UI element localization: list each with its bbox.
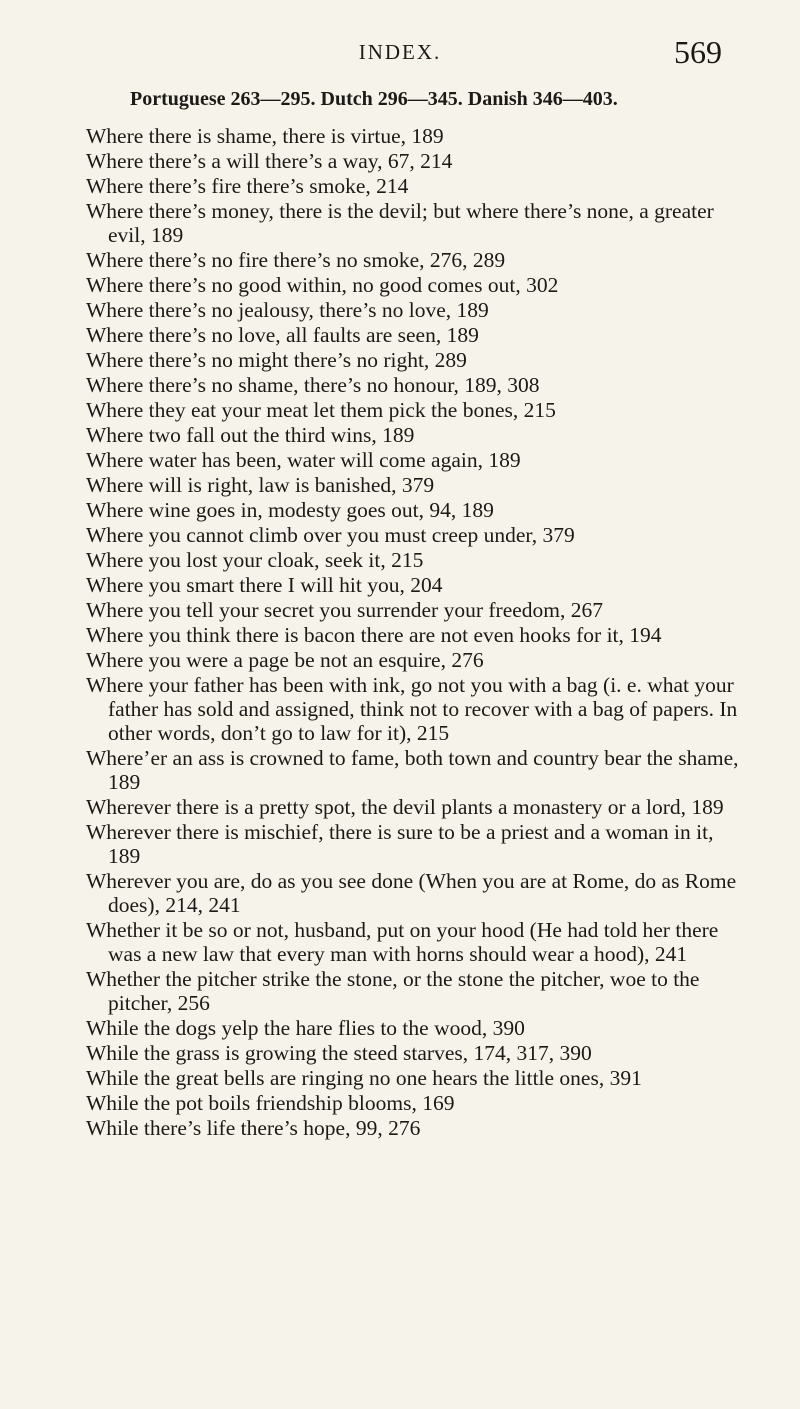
index-entry: Whether it be so or not, husband, put on your hood (He had told her there was a new law that every man with horns should wear a hood), 241	[86, 918, 719, 966]
index-entry: While the grass is growing the steed starves, 174, 317, 390	[86, 1041, 592, 1065]
index-entry: Where will is right, law is banished, 379	[86, 473, 435, 497]
index-entry: Where there’s no fire there’s no smoke, 276, 289	[86, 248, 506, 272]
index-entry: While the great bells are ringing no one hears the little ones, 391	[86, 1066, 642, 1090]
index-entry: Where they eat your meat let them pick the bones, 215	[86, 398, 556, 422]
index-entry: While the dogs yelp the hare flies to the wood, 390	[86, 1016, 525, 1040]
index-entry: Where there is shame, there is virtue, 189	[86, 124, 444, 148]
index-entry: Where water has been, water will come again, 189	[86, 448, 521, 472]
index-entry: Where you think there is bacon there are not even hooks for it, 194	[86, 623, 662, 647]
index-entry: Where there’s no might there’s no right, 289	[86, 348, 467, 372]
running-head: INDEX.	[358, 40, 442, 64]
index-entry: Where your father has been with ink, go not you with a bag (i. e. what your father has sold and assigned, think not to recover with a bag of papers. In other words, don’t go to law for it), 215	[86, 673, 738, 745]
index-entry: Wherever there is a pretty spot, the devil plants a monastery or a lord, 189	[86, 795, 724, 819]
index-entry: Where you were a page be not an esquire, 276	[86, 648, 484, 672]
index-entry: Where you tell your secret you surrender your freedom, 267	[86, 598, 604, 622]
index-entry: Where there’s money, there is the devil; but where there’s none, a greater evil, 189	[86, 199, 714, 247]
index-entry: Where you smart there I will hit you, 204	[86, 573, 443, 597]
index-entry: Where there’s no jealousy, there’s no love, 189	[86, 298, 489, 322]
index-entry: Where two fall out the third wins, 189	[86, 423, 415, 447]
index-entry: Where there’s no shame, there’s no honour, 189, 308	[86, 373, 540, 397]
index-entry: While there’s life there’s hope, 99, 276	[86, 1116, 421, 1140]
index-entry: Where there’s fire there’s smoke, 214	[86, 174, 409, 198]
index-entry: Wherever there is mischief, there is sure to be a priest and a woman in it, 189	[86, 820, 714, 868]
index-entry-list	[86, 124, 746, 1141]
index-entry: While the pot boils friendship blooms, 169	[86, 1091, 455, 1115]
index-entry: Where you cannot climb over you must creep under, 379	[86, 523, 575, 547]
index-entry: Where there’s no good within, no good comes out, 302	[86, 273, 559, 297]
page-header	[0, 34, 800, 80]
index-entry: Where’er an ass is crowned to fame, both town and country bear the shame, 189	[86, 746, 739, 794]
index-entry: Wherever you are, do as you see done (When you are at Rome, do as Rome does), 214, 241	[86, 869, 737, 917]
index-entry: Where there’s no love, all faults are seen, 189	[86, 323, 479, 347]
page-number: 569	[674, 34, 722, 70]
index-entry: Where you lost your cloak, seek it, 215	[86, 548, 424, 572]
index-entry: Where there’s a will there’s a way, 67, 214	[86, 149, 453, 173]
index-entry: Whether the pitcher strike the stone, or the stone the pitcher, woe to the pitcher, 256	[86, 967, 700, 1015]
index-entry: Where wine goes in, modesty goes out, 94, 189	[86, 498, 494, 522]
section-subhead: Portuguese 263—295. Dutch 296—345. Danish 346—403.	[130, 88, 618, 110]
